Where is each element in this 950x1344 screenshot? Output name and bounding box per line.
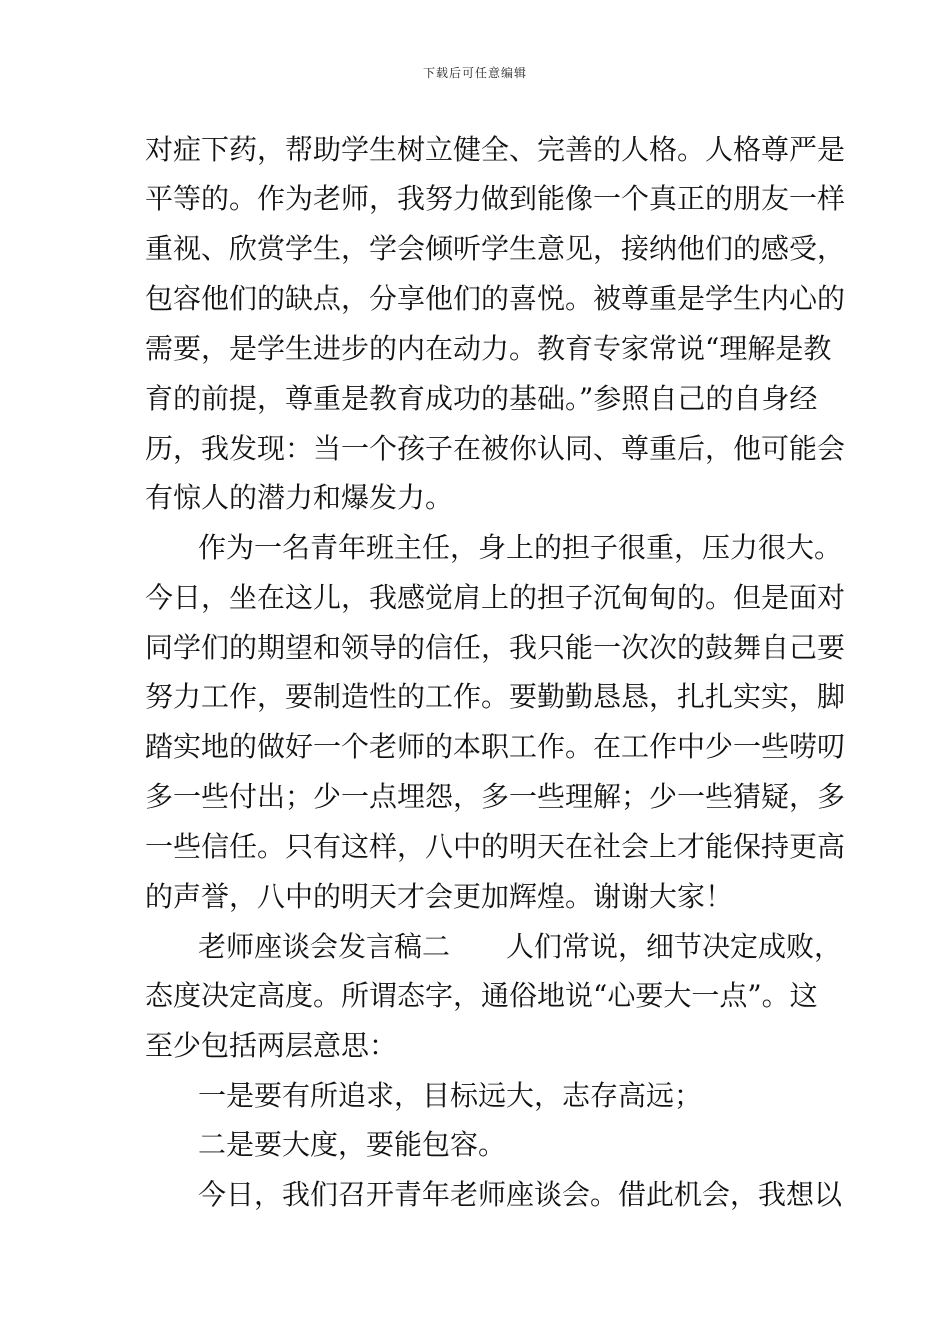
paragraph-start-line: 作为一名青年班主任，身上的担子很重，压力很大。 [198, 531, 843, 564]
text-line: 需要，是学生进步的内在动力。教育专家常说“理解是教 [145, 332, 832, 365]
text-line: 的声誉，八中的明天才会更加辉煌。谢谢大家！ [145, 880, 734, 913]
text-line: 育的前提，尊重是教育成功的基础。”参照自己的自身经 [145, 382, 818, 415]
section-title-line [198, 927, 842, 967]
text-line: 多一些付出；少一点埋怨，多一些理解；少一些猜疑，多 [145, 780, 846, 813]
text-line: 今日，坐在这儿，我感觉肩上的担子沉甸甸的。但是面对 [145, 581, 846, 614]
text-line: 对症下药，帮助学生树立健全、完善的人格。人格尊严是 [145, 133, 846, 166]
text-line: 态度决定高度。所谓态字，通俗地说“心要大一点”。这 [145, 979, 818, 1012]
text-line: 努力工作，要制造性的工作。要勤勤恳恳，扎扎实实，脚 [145, 680, 846, 713]
section-intro-text: 人们常说，细节决定成败， [506, 930, 843, 963]
text-line: 有惊人的潜力和爆发力。 [145, 481, 454, 514]
text-line: 重视、欣赏学生，学会倾听学生意见，接纳他们的感受， [145, 232, 846, 265]
text-line: 同学们的期望和领导的信任，我只能一次次的鼓舞自己要 [145, 631, 846, 664]
section-title: 老师座谈会发言稿二 [198, 930, 451, 963]
text-line: 平等的。作为老师，我努力做到能像一个真正的朋友一样 [145, 182, 846, 215]
paragraph-start-line: 今日，我们召开青年老师座谈会。借此机会，我想以 [198, 1178, 843, 1211]
page-header: 下载后可任意编辑 [422, 66, 527, 80]
text-line: 至少包括两层意思： [145, 1029, 398, 1062]
text-line: 踏实地的做好一个老师的本职工作。在工作中少一些唠叨 [145, 730, 846, 763]
text-line: 一些信任。只有这样，八中的明天在社会上才能保持更高 [145, 830, 846, 863]
text-line: 二是要大度，要能包容。 [198, 1128, 507, 1161]
text-line: 历，我发现：当一个孩子在被你认同、尊重后，他可能会 [145, 432, 846, 465]
text-line: 一是要有所追求，目标远大，志存高远； [198, 1079, 703, 1112]
text-line: 包容他们的缺点，分享他们的喜悦。被尊重是学生内心的 [145, 282, 846, 315]
